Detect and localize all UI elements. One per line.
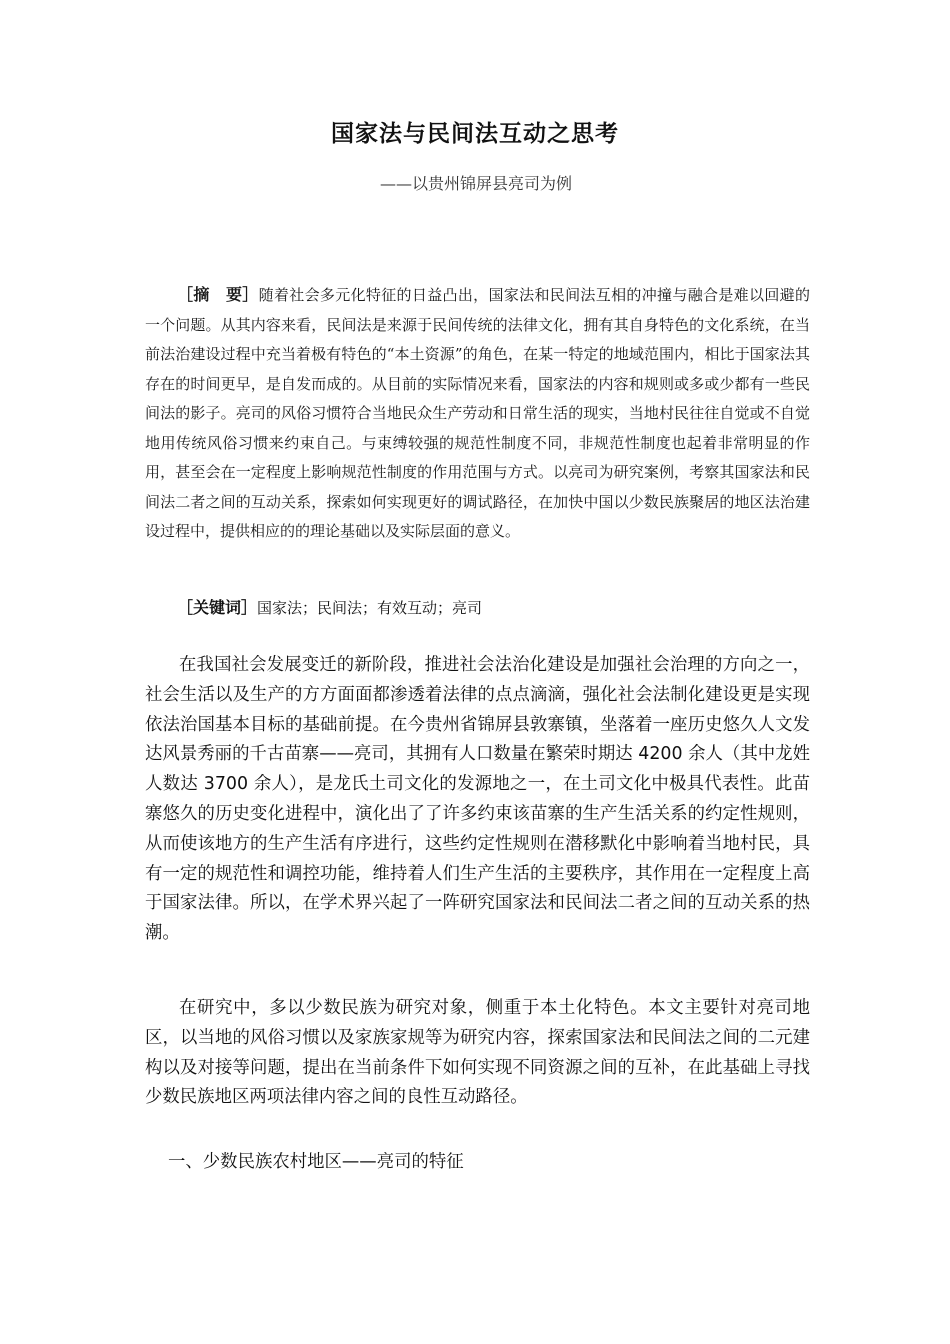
keywords-text: 国家法；民间法；有效互动；亮司 [257,599,483,617]
document-subtitle: ——以贵州锦屏县亮司为例 [380,174,573,193]
abstract-text: 随着社会多元化特征的日益凸出，国家法和民间法互相的冲撞与融合是难以回避的一个问题。从其内容来看，民间法是来源于民间传统的法律文化，拥有其自身特色的文化系统，在当前法治建设过程中充当着极有特色的“本土资源”的角色，在某一特定的地域范围内，相比于国家法其存在的时间更早，是自发而成的。从目前的实际情况来看，国家法的内容和规则或多或少都有一些民间法的影子。亮司的风俗习惯符合当地民众生产劳动和日常生活的现实，当地村民往往自觉或不自觉地用传统风俗习惯来约束自己。与束缚较强的规范性制度不同，非规范性制度也起着非常明显的作用，甚至会在一定程度上影响规范性制度的作用范围与方式。以亮司为研究案例，考察其国家法和民间法二者之间的互动关系，探索如何实现更好的调试路径，在加快中国以少数民族聚居的地区法治建设过程中，提供相应的的理论基础以及实际层面的意义。 [145,286,810,540]
body-paragraph: 在我国社会发展变迁的新阶段，推进社会法治化建设是加强社会治理的方向之一，社会生活以及生产的方方面面都渗透着法律的点点滴滴，强化社会法制化建设更是实现依法治国基本目标的基础前提。在今贵州省锦屏县敦寨镇，坐落着一座历史悠久人文发达风景秀丽的千古苗寨——亮司，其拥有人口数量在繁荣时期达 4200 余人（其中龙姓人数达 3700 余人），是龙氏土司文化的发源地之一，在土司文化中极具代表性。此苗寨悠久的历史变化进程中，演化出了了许多约束该苗寨的生产生活关系的约定性规则，从而使该地方的生产生活有序进行，这些约定性规则在潜移默化中影响着当地村民，具有一定的规范性和调控功能，维持着人们生产生活的主要秩序，其作用在一定程度上高于国家法律。所以，在学术界兴起了一阵研究国家法和民间法二者之间的互动关系的热潮。 [145,655,810,944]
document-title: 国家法与民间法互动之思考 [331,121,619,147]
section-heading: 一、少数民族农村地区——亮司的特征 [168,1152,464,1172]
abstract-label: ［摘 要］ [177,285,259,304]
keywords-label: ［关键词］ [177,598,258,617]
keywords [145,594,810,622]
abstract [145,280,810,547]
body-paragraph: 在研究中，多以少数民族为研究对象，侧重于本土化特色。本文主要针对亮司地区，以当地的风俗习惯以及家族家规等为研究内容，探索国家法和民间法之间的二元建构以及对接等问题，提出在当前条件下如何实现不同资源之间的互补，在此基础上寻找少数民族地区两项法律内容之间的良性互动路径。 [145,998,810,1108]
